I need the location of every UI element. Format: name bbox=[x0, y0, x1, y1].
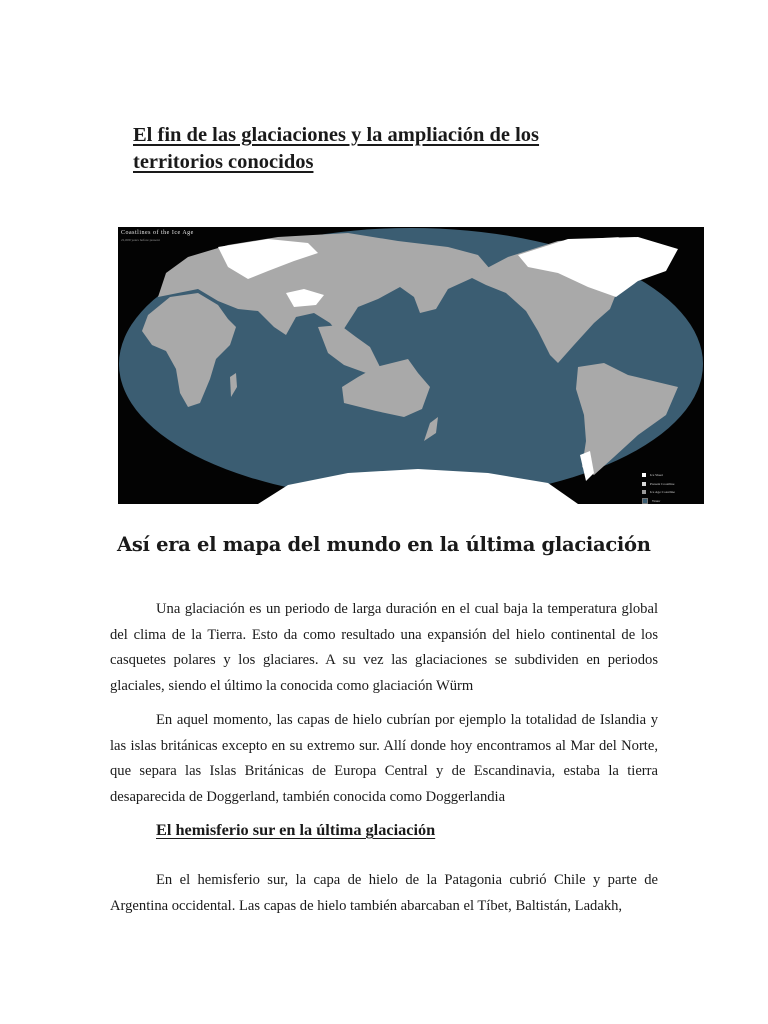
legend-swatch-ice bbox=[642, 473, 646, 477]
map-graphic bbox=[118, 227, 704, 504]
legend-swatch-ice-age-coastline bbox=[642, 490, 646, 494]
legend-item bbox=[642, 471, 702, 480]
legend-item bbox=[642, 480, 702, 489]
legend-label: Water bbox=[652, 498, 661, 503]
ice-age-world-map bbox=[118, 227, 704, 504]
paragraph: Una glaciación es un periodo de larga duración en el cual baja la temperatura global del clima de la Tierra. Esto da como resultado una expansión del hielo continental de los casquetes polares y los glaciares. A su vez las glaciaciones se subdividen en periodos glaciales, siendo el último la conocida como glaciación Würm bbox=[110, 601, 658, 694]
legend-item bbox=[642, 488, 702, 497]
map-title: Coastlines of the Ice Age bbox=[121, 230, 194, 236]
legend-swatch-present-coastline bbox=[642, 482, 646, 486]
paragraph: En el hemisferio sur, la capa de hielo de la Patagonia cubrió Chile y parte de Argentina occidental. Las capas de hielo también abarcaban el Tíbet, Baltistán, Ladakh, bbox=[110, 872, 658, 914]
legend-label: Ice Age Coastline bbox=[650, 490, 675, 495]
figure-caption: Así era el mapa del mundo en la última glaciación bbox=[117, 533, 651, 556]
paragraph: En aquel momento, las capas de hielo cubrían por ejemplo la totalidad de Islandia y las islas británicas excepto en su extremo sur. Allí donde hoy encontramos al Mar del Norte, que separa las Islas Británicas de Europa Central y de Escandinavia, estaba la tierra desaparecida de Doggerland, también conocida como Doggerlandia bbox=[110, 712, 658, 805]
section-heading: El hemisferio sur en la última glaciación bbox=[156, 820, 436, 839]
legend-item bbox=[642, 497, 702, 505]
legend-swatch-water bbox=[642, 498, 648, 504]
map-subtitle: 21,000 years before present bbox=[121, 238, 160, 242]
legend-label: Present Coastline bbox=[650, 481, 675, 486]
page-title: El fin de las glaciaciones y la ampliación de los territorios conocidos bbox=[133, 124, 540, 173]
legend-label: Ice Sheet bbox=[650, 473, 663, 478]
map-legend bbox=[642, 471, 702, 504]
